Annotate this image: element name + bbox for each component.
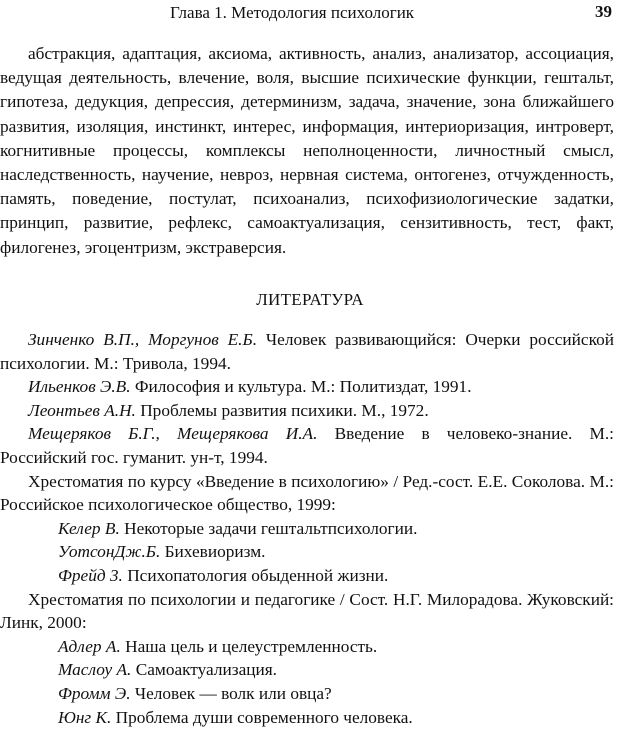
reference-subentry [0, 517, 614, 541]
reference-text: Проблемы развития психики. М., 1972. [136, 401, 429, 420]
reference-author: Юнг К. [58, 708, 111, 727]
reference-text: Наша цель и целеустремленность. [121, 637, 377, 656]
reference-entry [0, 328, 614, 375]
reference-text: Хрестоматия по психологии и педагогике / Сост. Н.Г. Милорадова. Жуковский: Линк, 2000: [0, 590, 614, 633]
reference-author: Фрейд 3. [58, 566, 123, 585]
reference-text: Психопатология обыденной жизни. [123, 566, 388, 585]
reference-text: Бихевиоризм. [160, 542, 265, 561]
reference-author: Ильенков Э.В. [28, 377, 131, 396]
page-number: 39 [595, 2, 612, 22]
reference-entry [0, 588, 614, 635]
chapter-title: Глава 1. Методология психологик [170, 3, 414, 23]
reference-author: Маслоу А. [58, 660, 131, 679]
reference-entry [0, 470, 614, 517]
reference-author: Зинченко В.П., Моргунов Е.Б. [28, 330, 257, 349]
reference-author: Леонтьев А.Н. [28, 401, 136, 420]
reference-text: Человек развивающийся: Очерки российской психологии. М.: Тривола, 1994. [0, 330, 614, 373]
reference-author: Фромм Э. [58, 684, 131, 703]
reference-text: Введение в человеко-знание. М.: Российский гос. гуманит. ун-т, 1994. [0, 424, 614, 467]
reference-entry [0, 399, 614, 423]
running-header [0, 0, 620, 28]
reference-entry [0, 375, 614, 399]
reference-subentry [0, 658, 614, 682]
reference-subentry [0, 706, 614, 729]
reference-text: Человек — волк или овца? [131, 684, 332, 703]
reference-subentry [0, 564, 614, 588]
reference-list [0, 328, 614, 729]
reference-text: Некоторые задачи гештальтпсихологии. [120, 519, 418, 538]
reference-subentry [0, 682, 614, 706]
reference-subentry [0, 635, 614, 659]
reference-text: Самоактуализация. [131, 660, 277, 679]
reference-author: Адлер А. [58, 637, 121, 656]
reference-text: Хрестоматия по курсу «Введение в психологию» / Ред.-сост. Е.Е. Соколова. М.: Российское психологическое общество, 1999: [0, 472, 614, 515]
key-terms-paragraph: абстракция, адаптация, аксиома, активность, анализ, анализатор, ассоциация, ведущая деятельность, влечение, воля, высшие психические функции, гештальт, гипотеза, дедукция, депрессия, детерминизм, задача, значение, зона ближайшего развития, изоляция, инстинкт, интерес, информация, интериоризация, интроверт, когнитивные процессы, комплексы неполноценности, личностный смысл, наследственность, научение, невроз, нервная система, онтогенез, отчужденность, память, поведение, постулат, психоанализ, психофизиологические задатки, принцип, развитие, рефлекс, самоактуализация, сензитивность, тест, факт, филогенез, эгоцентризм, экстраверсия. [0, 42, 614, 260]
reference-author: УотсонДж.Б. [58, 542, 160, 561]
reference-author: Келер В. [58, 519, 120, 538]
reference-subentry [0, 540, 614, 564]
literature-heading: ЛИТЕРАТУРА [0, 290, 620, 310]
reference-author: Мещеряков Б.Г., Мещерякова И.А. [28, 424, 317, 443]
reference-entry [0, 422, 614, 469]
reference-text: Проблема души современного человека. [111, 708, 412, 727]
reference-text: Философия и культура. М.: Политиздат, 1991. [131, 377, 472, 396]
